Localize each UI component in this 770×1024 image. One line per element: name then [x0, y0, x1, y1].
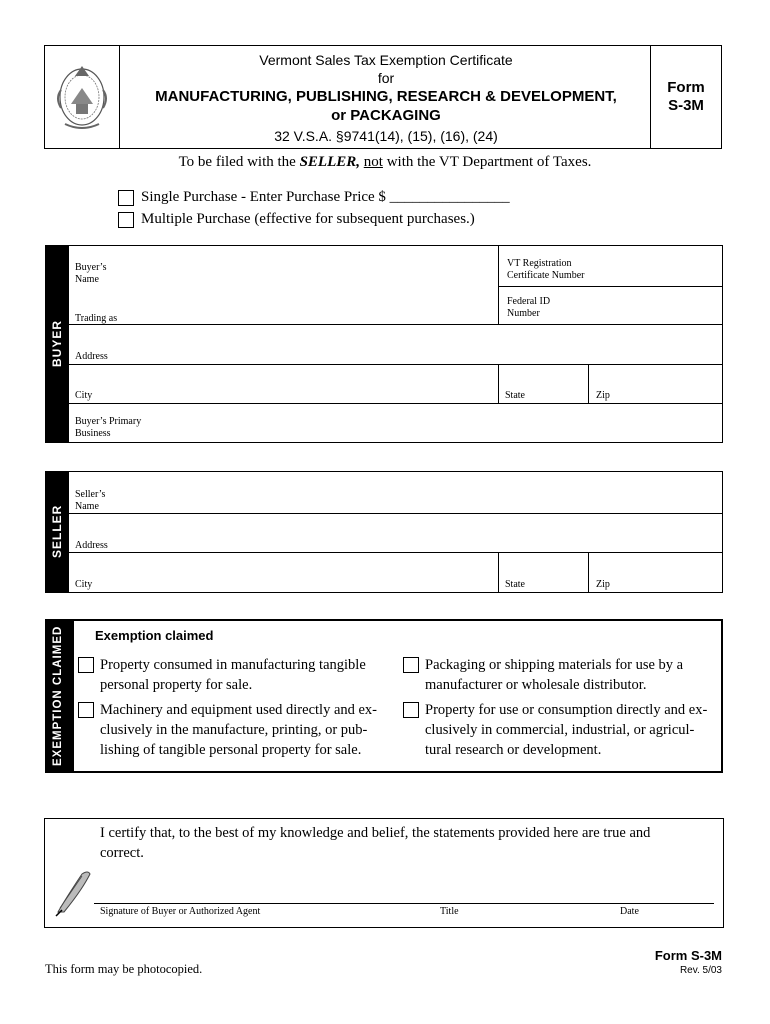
exemption-section-label: EXEMPTION CLAIMED — [52, 625, 64, 766]
divider — [68, 552, 723, 553]
buyer-primary-business-field[interactable] — [150, 407, 720, 441]
buyer-state-field[interactable] — [530, 368, 585, 401]
seller-zip-label: Zip — [596, 579, 610, 590]
filing-instruction — [0, 154, 770, 171]
form-title-block — [120, 46, 652, 148]
exemption-machinery-text: Machinery and equipment used directly and ex- clusively in the manufacture, printing, or pub- lishing of tangible personal property for sale. — [100, 702, 378, 758]
title-line-4: or PACKAGING — [331, 107, 441, 124]
buyer-name-label: Buyer’s Name — [75, 262, 107, 285]
buyer-city-label: City — [75, 390, 93, 401]
seller-zip-field[interactable] — [615, 556, 720, 590]
trading-as-field[interactable] — [125, 290, 490, 322]
filing-pre: To be filed with the — [178, 154, 300, 170]
buyer-section-label: BUYER — [50, 319, 64, 367]
exemption-packaging-checkbox[interactable] — [403, 657, 419, 673]
buyer-address-field[interactable] — [115, 328, 715, 362]
buyer-state-label: State — [505, 390, 525, 401]
exemption-machinery-checkbox[interactable] — [78, 702, 94, 718]
federal-id-label: Federal ID Number — [507, 296, 551, 319]
exemption-heading: Exemption claimed — [95, 628, 214, 643]
multiple-purchase-checkbox[interactable] — [118, 212, 134, 228]
title-label: Title — [440, 906, 459, 917]
seller-city-field[interactable] — [100, 556, 490, 590]
single-purchase-checkbox[interactable] — [118, 190, 134, 206]
vt-registration-field[interactable] — [600, 250, 718, 284]
buyer-section-bar — [45, 245, 68, 443]
divider — [68, 403, 723, 404]
single-purchase-label: Single Purchase - Enter Purchase Price $ ________________ — [141, 189, 510, 205]
federal-id-field[interactable] — [560, 290, 718, 322]
signature-field[interactable] — [94, 880, 714, 902]
trading-as-label: Trading as — [75, 313, 118, 324]
vermont-seal-icon — [45, 46, 119, 148]
form-number: S-3M — [668, 97, 704, 114]
divider — [588, 364, 589, 403]
seller-state-label: State — [505, 579, 525, 590]
exemption-manufacturing-text: Property consumed in manufacturing tangible personal property for sale. — [100, 657, 366, 693]
footer-revision: Rev. 5/03 — [679, 965, 722, 976]
seller-section-bar — [45, 471, 68, 593]
divider — [68, 364, 723, 365]
date-label: Date — [620, 906, 639, 917]
exemption-section-bar — [45, 619, 72, 773]
buyer-zip-field[interactable] — [615, 368, 720, 401]
vermont-seal-cell — [45, 46, 120, 148]
footer-form-id: Form S-3M — [654, 948, 722, 963]
buyer-zip-label: Zip — [596, 390, 610, 401]
filing-not: not — [363, 154, 383, 170]
divider — [498, 552, 499, 593]
title-line-3: MANUFACTURING, PUBLISHING, RESEARCH & DEVELOPMENT, — [155, 88, 617, 105]
divider — [498, 245, 499, 324]
vt-registration-label: VT Registration Certificate Number — [507, 258, 585, 281]
form-number-cell — [650, 46, 721, 148]
statute-reference: 32 V.S.A. §9741(14), (15), (16), (24) — [274, 128, 498, 144]
seller-state-field[interactable] — [530, 556, 585, 590]
exemption-research-text: Property for use or consumption directly and ex- clusively in commercial, industrial, or agricul- tural research or development. — [425, 702, 708, 758]
exemption-packaging-text: Packaging or shipping materials for use by a manufacturer or wholesale distributor. — [425, 657, 684, 693]
buyer-city-field[interactable] — [100, 368, 490, 401]
buyer-address-label: Address — [75, 351, 108, 362]
exemption-research-checkbox[interactable] — [403, 702, 419, 718]
quill-pen-icon — [52, 868, 94, 918]
seller-address-field[interactable] — [115, 517, 715, 550]
seller-name-label: Seller’s Name — [75, 489, 106, 512]
photocopy-note: This form may be photocopied. — [45, 962, 203, 976]
buyer-name-field[interactable] — [120, 250, 490, 284]
title-line-1: Vermont Sales Tax Exemption Certificate — [259, 52, 513, 68]
divider — [498, 286, 723, 287]
buyer-primary-business-label: Buyer’s Primary Business — [75, 416, 142, 439]
certification-statement: I certify that, to the best of my knowledge and belief, the statements provided here are true and correct. — [100, 825, 651, 861]
divider — [588, 552, 589, 593]
signature-line — [94, 903, 714, 904]
seller-name-field[interactable] — [120, 475, 715, 510]
signature-label: Signature of Buyer or Authorized Agent — [100, 906, 261, 917]
divider — [68, 513, 723, 514]
multiple-purchase-label: Multiple Purchase (effective for subsequent purchases.) — [141, 211, 475, 227]
form-header — [44, 45, 722, 149]
filing-post: with the VT Department of Taxes. — [382, 154, 592, 170]
divider — [68, 324, 723, 325]
divider — [498, 364, 499, 403]
form-label: Form — [667, 79, 705, 96]
exemption-manufacturing-checkbox[interactable] — [78, 657, 94, 673]
seller-section-label: SELLER — [50, 504, 64, 558]
filing-seller: SELLER, — [299, 154, 361, 170]
seller-address-label: Address — [75, 540, 108, 551]
seller-city-label: City — [75, 579, 93, 590]
title-line-2: for — [377, 70, 395, 86]
